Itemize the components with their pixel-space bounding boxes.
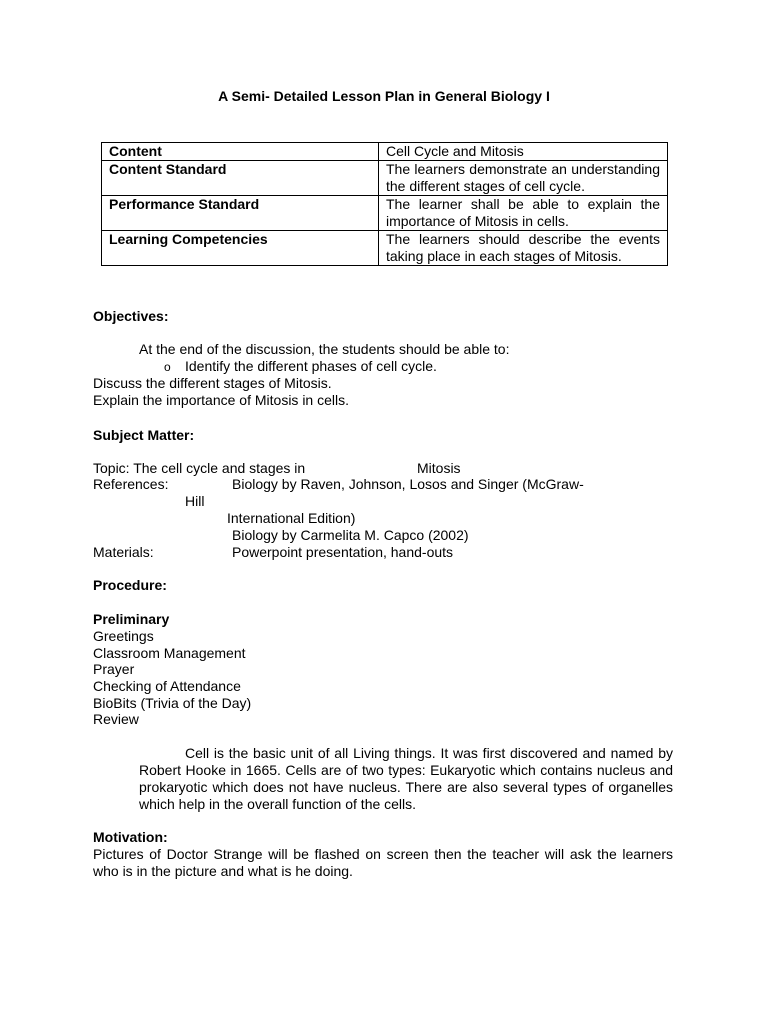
subject-matter-heading: Subject Matter: <box>93 427 195 443</box>
objectives-intro: At the end of the discussion, the students should be able to: <box>139 341 510 357</box>
reference-item: Biology by Carmelita M. Capco (2002) <box>232 527 469 543</box>
motivation-paragraph: Pictures of Doctor Strange will be flashed on screen then the teacher will ask the learners who is in the picture and what is he doing. <box>93 846 673 879</box>
table-row <box>102 196 668 231</box>
materials-value: Powerpoint presentation, hand-outs <box>232 544 454 560</box>
preliminary-item: BioBits (Trivia of the Day) <box>93 695 252 711</box>
preliminary-item: Classroom Management <box>93 645 246 661</box>
table-label: Learning Competencies <box>102 231 379 266</box>
standards-table <box>101 142 668 266</box>
table-value: The learner shall be able to explain the importance of Mitosis in cells. <box>379 196 668 231</box>
table-row <box>102 231 668 266</box>
objective-item: Identify the different phases of cell cycle. <box>185 358 437 374</box>
reference-item: International Edition) <box>227 510 356 526</box>
table-label: Content Standard <box>102 161 379 196</box>
table-row <box>102 143 668 161</box>
materials-label: Materials: <box>93 544 154 560</box>
table-label: Content <box>102 143 379 161</box>
references-label: References: <box>93 476 169 492</box>
table-value: The learners demonstrate an understanding the different stages of cell cycle. <box>379 161 668 196</box>
preliminary-item: Review <box>93 711 139 727</box>
objective-item: Discuss the different stages of Mitosis. <box>93 375 332 391</box>
review-paragraph: Cell is the basic unit of all Living things. It was first discovered and named by Robert Hooke in 1665. Cells are of two types: Eukaryotic which contains nucleus and prokaryotic which does not have nucleus. There are also several types of organelles which help in the overall function of the cells. <box>139 745 673 812</box>
topic-label: Topic: The cell cycle and stages in <box>93 460 306 476</box>
procedure-heading: Procedure: <box>93 577 167 593</box>
objectives-heading: Objectives: <box>93 308 169 324</box>
preliminary-item: Checking of Attendance <box>93 678 241 694</box>
motivation-heading: Motivation: <box>93 829 168 845</box>
reference-item: Hill <box>185 493 205 509</box>
preliminary-item: Prayer <box>93 661 135 677</box>
document-title: A Semi- Detailed Lesson Plan in General Biology I <box>218 88 550 104</box>
table-value: The learners should describe the events taking place in each stages of Mitosis. <box>379 231 668 266</box>
objective-item: Explain the importance of Mitosis in cells. <box>93 392 349 408</box>
table-label: Performance Standard <box>102 196 379 231</box>
preliminary-item: Greetings <box>93 628 154 644</box>
table-value: Cell Cycle and Mitosis <box>379 143 668 161</box>
topic-value: Mitosis <box>417 460 461 476</box>
reference-item: Biology by Raven, Johnson, Losos and Singer (McGraw- <box>232 476 584 492</box>
bullet-marker: o <box>164 360 171 374</box>
preliminary-heading: Preliminary <box>93 611 170 627</box>
table-row <box>102 161 668 196</box>
